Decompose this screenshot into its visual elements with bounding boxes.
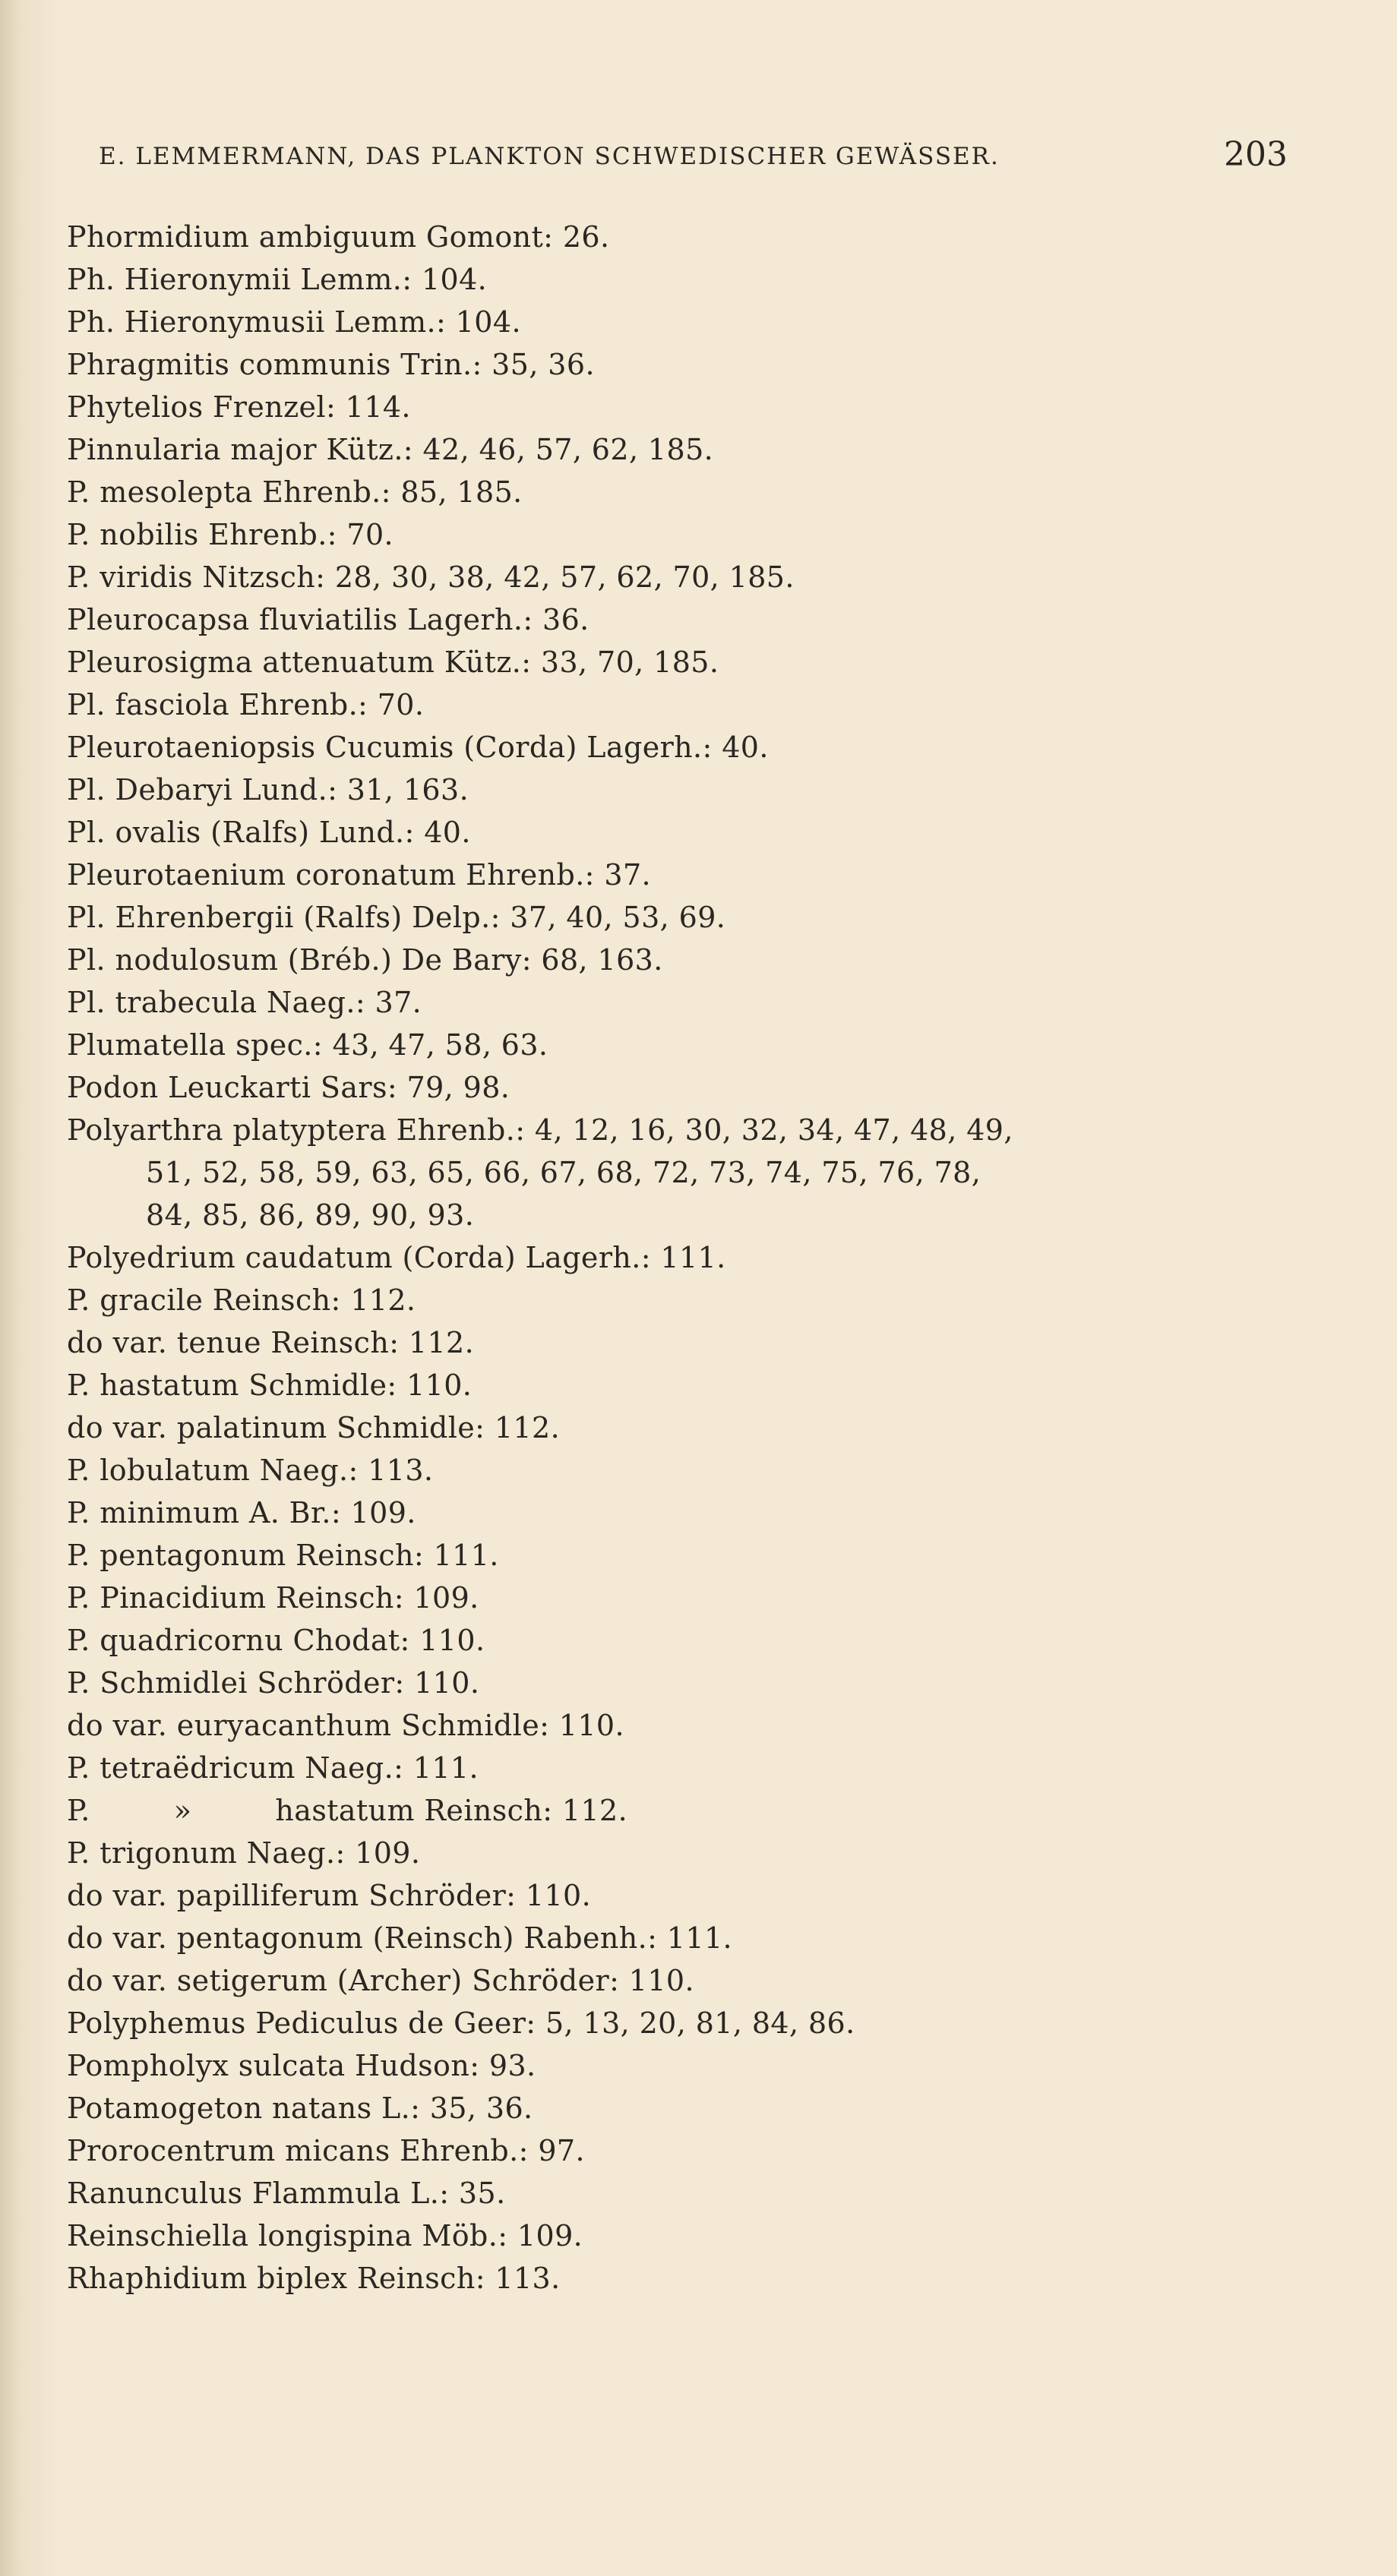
index-entry: Pleurosigma attenuatum Kütz.: 33, 70, 185. xyxy=(67,646,719,679)
index-entry: P. tetraëdricum Naeg.: 111. xyxy=(67,1751,479,1785)
index-entry: Pleurotaenium coronatum Ehrenb.: 37. xyxy=(67,858,652,892)
page-header xyxy=(99,135,1288,181)
index-entry: P. viridis Nitzsch: 28, 30, 38, 42, 57, 62, 70, 185. xyxy=(67,560,795,594)
index-entry: Pompholyx sulcata Hudson: 93. xyxy=(67,2049,536,2082)
index-entry: Plumatella spec.: 43, 47, 58, 63. xyxy=(67,1028,548,1062)
index-entry: do var. palatinum Schmidle: 112. xyxy=(67,1411,561,1444)
index-entry: Ph. Hieronymii Lemm.: 104. xyxy=(67,263,488,296)
index-entry: P. hastatum Schmidle: 110. xyxy=(67,1368,473,1402)
index-entry-continuation: 84, 85, 86, 89, 90, 93. xyxy=(146,1198,475,1232)
index-entry-ditto xyxy=(67,1789,1328,1832)
index-entry: P. Schmidlei Schröder: 110. xyxy=(67,1666,480,1700)
index-entry: Polyedrium caudatum (Corda) Lagerh.: 111. xyxy=(67,1241,726,1274)
index-entry: P. gracile Reinsch: 112. xyxy=(67,1283,416,1317)
page-number: 203 xyxy=(1224,135,1288,174)
index-entry: P. trigonum Naeg.: 109. xyxy=(67,1836,421,1870)
index-entry: do var. setigerum (Archer) Schröder: 110. xyxy=(67,1964,694,1997)
ditto-mark: » xyxy=(173,1794,192,1827)
index-entry: Pinnularia major Kütz.: 42, 46, 57, 62, 185. xyxy=(67,433,714,466)
index-entry: Phragmitis communis Trin.: 35, 36. xyxy=(67,348,595,381)
index-entry: Phytelios Frenzel: 114. xyxy=(67,390,411,424)
index-entry: do var. papilliferum Schröder: 110. xyxy=(67,1879,592,1912)
index-entry: Pl. fasciola Ehrenb.: 70. xyxy=(67,688,425,721)
index-entry: P. lobulatum Naeg.: 113. xyxy=(67,1454,434,1487)
index-entry: P. pentagonum Reinsch: 111. xyxy=(67,1539,499,1572)
index-entry: Prorocentrum micans Ehrenb.: 97. xyxy=(67,2134,585,2167)
index-entry: P. quadricornu Chodat: 110. xyxy=(67,1624,485,1657)
index-entry: Pl. Ehrenbergii (Ralfs) Delp.: 37, 40, 53, 69. xyxy=(67,901,726,934)
index-entry: Potamogeton natans L.: 35, 36. xyxy=(67,2091,533,2125)
index-entry: Polyarthra platyptera Ehrenb.: 4, 12, 16, 30, 32, 34, 47, 48, 49, xyxy=(67,1113,1013,1147)
index-entry: Ranunculus Flammula L.: 35. xyxy=(67,2177,506,2210)
index-list xyxy=(67,216,1328,2300)
index-entry: Pl. ovalis (Ralfs) Lund.: 40. xyxy=(67,816,471,849)
index-entry: Pleurocapsa fluviatilis Lagerh.: 36. xyxy=(67,603,589,636)
index-entry: Pleurotaeniopsis Cucumis (Corda) Lagerh.: 40. xyxy=(67,731,769,764)
ditto-entry-text: hastatum Reinsch: 112. xyxy=(275,1794,628,1827)
index-entry: Pl. Debaryi Lund.: 31, 163. xyxy=(67,773,469,807)
index-entry: Pl. trabecula Naeg.: 37. xyxy=(67,986,422,1019)
index-entry: Reinschiella longispina Möb.: 109. xyxy=(67,2219,583,2252)
index-entry: Rhaphidium biplex Reinsch: 113. xyxy=(67,2262,561,2295)
running-title: E. LEMMERMANN, DAS PLANKTON SCHWEDISCHER GEWÄSSER. xyxy=(99,143,1000,170)
index-entry: Podon Leuckarti Sars: 79, 98. xyxy=(67,1071,510,1104)
index-entry: Pl. nodulosum (Bréb.) De Bary: 68, 163. xyxy=(67,943,663,977)
index-entry: P. minimum A. Br.: 109. xyxy=(67,1496,416,1530)
index-entry-continuation: 51, 52, 58, 59, 63, 65, 66, 67, 68, 72, 73, 74, 75, 76, 78, xyxy=(146,1156,981,1189)
index-entry: do var. euryacanthum Schmidle: 110. xyxy=(67,1709,624,1742)
index-entry: P. nobilis Ehrenb.: 70. xyxy=(67,518,394,551)
index-entry: do var. pentagonum (Reinsch) Rabenh.: 111. xyxy=(67,1921,733,1955)
index-entry: Ph. Hieronymusii Lemm.: 104. xyxy=(67,305,521,339)
index-entry: do var. tenue Reinsch: 112. xyxy=(67,1326,475,1359)
index-entry: P. mesolepta Ehrenb.: 85, 185. xyxy=(67,475,523,509)
index-entry: Phormidium ambiguum Gomont: 26. xyxy=(67,220,610,254)
genus-abbreviation: P. xyxy=(67,1794,90,1827)
index-entry: Polyphemus Pediculus de Geer: 5, 13, 20, 81, 84, 86. xyxy=(67,2006,855,2040)
index-entry: P. Pinacidium Reinsch: 109. xyxy=(67,1581,479,1615)
